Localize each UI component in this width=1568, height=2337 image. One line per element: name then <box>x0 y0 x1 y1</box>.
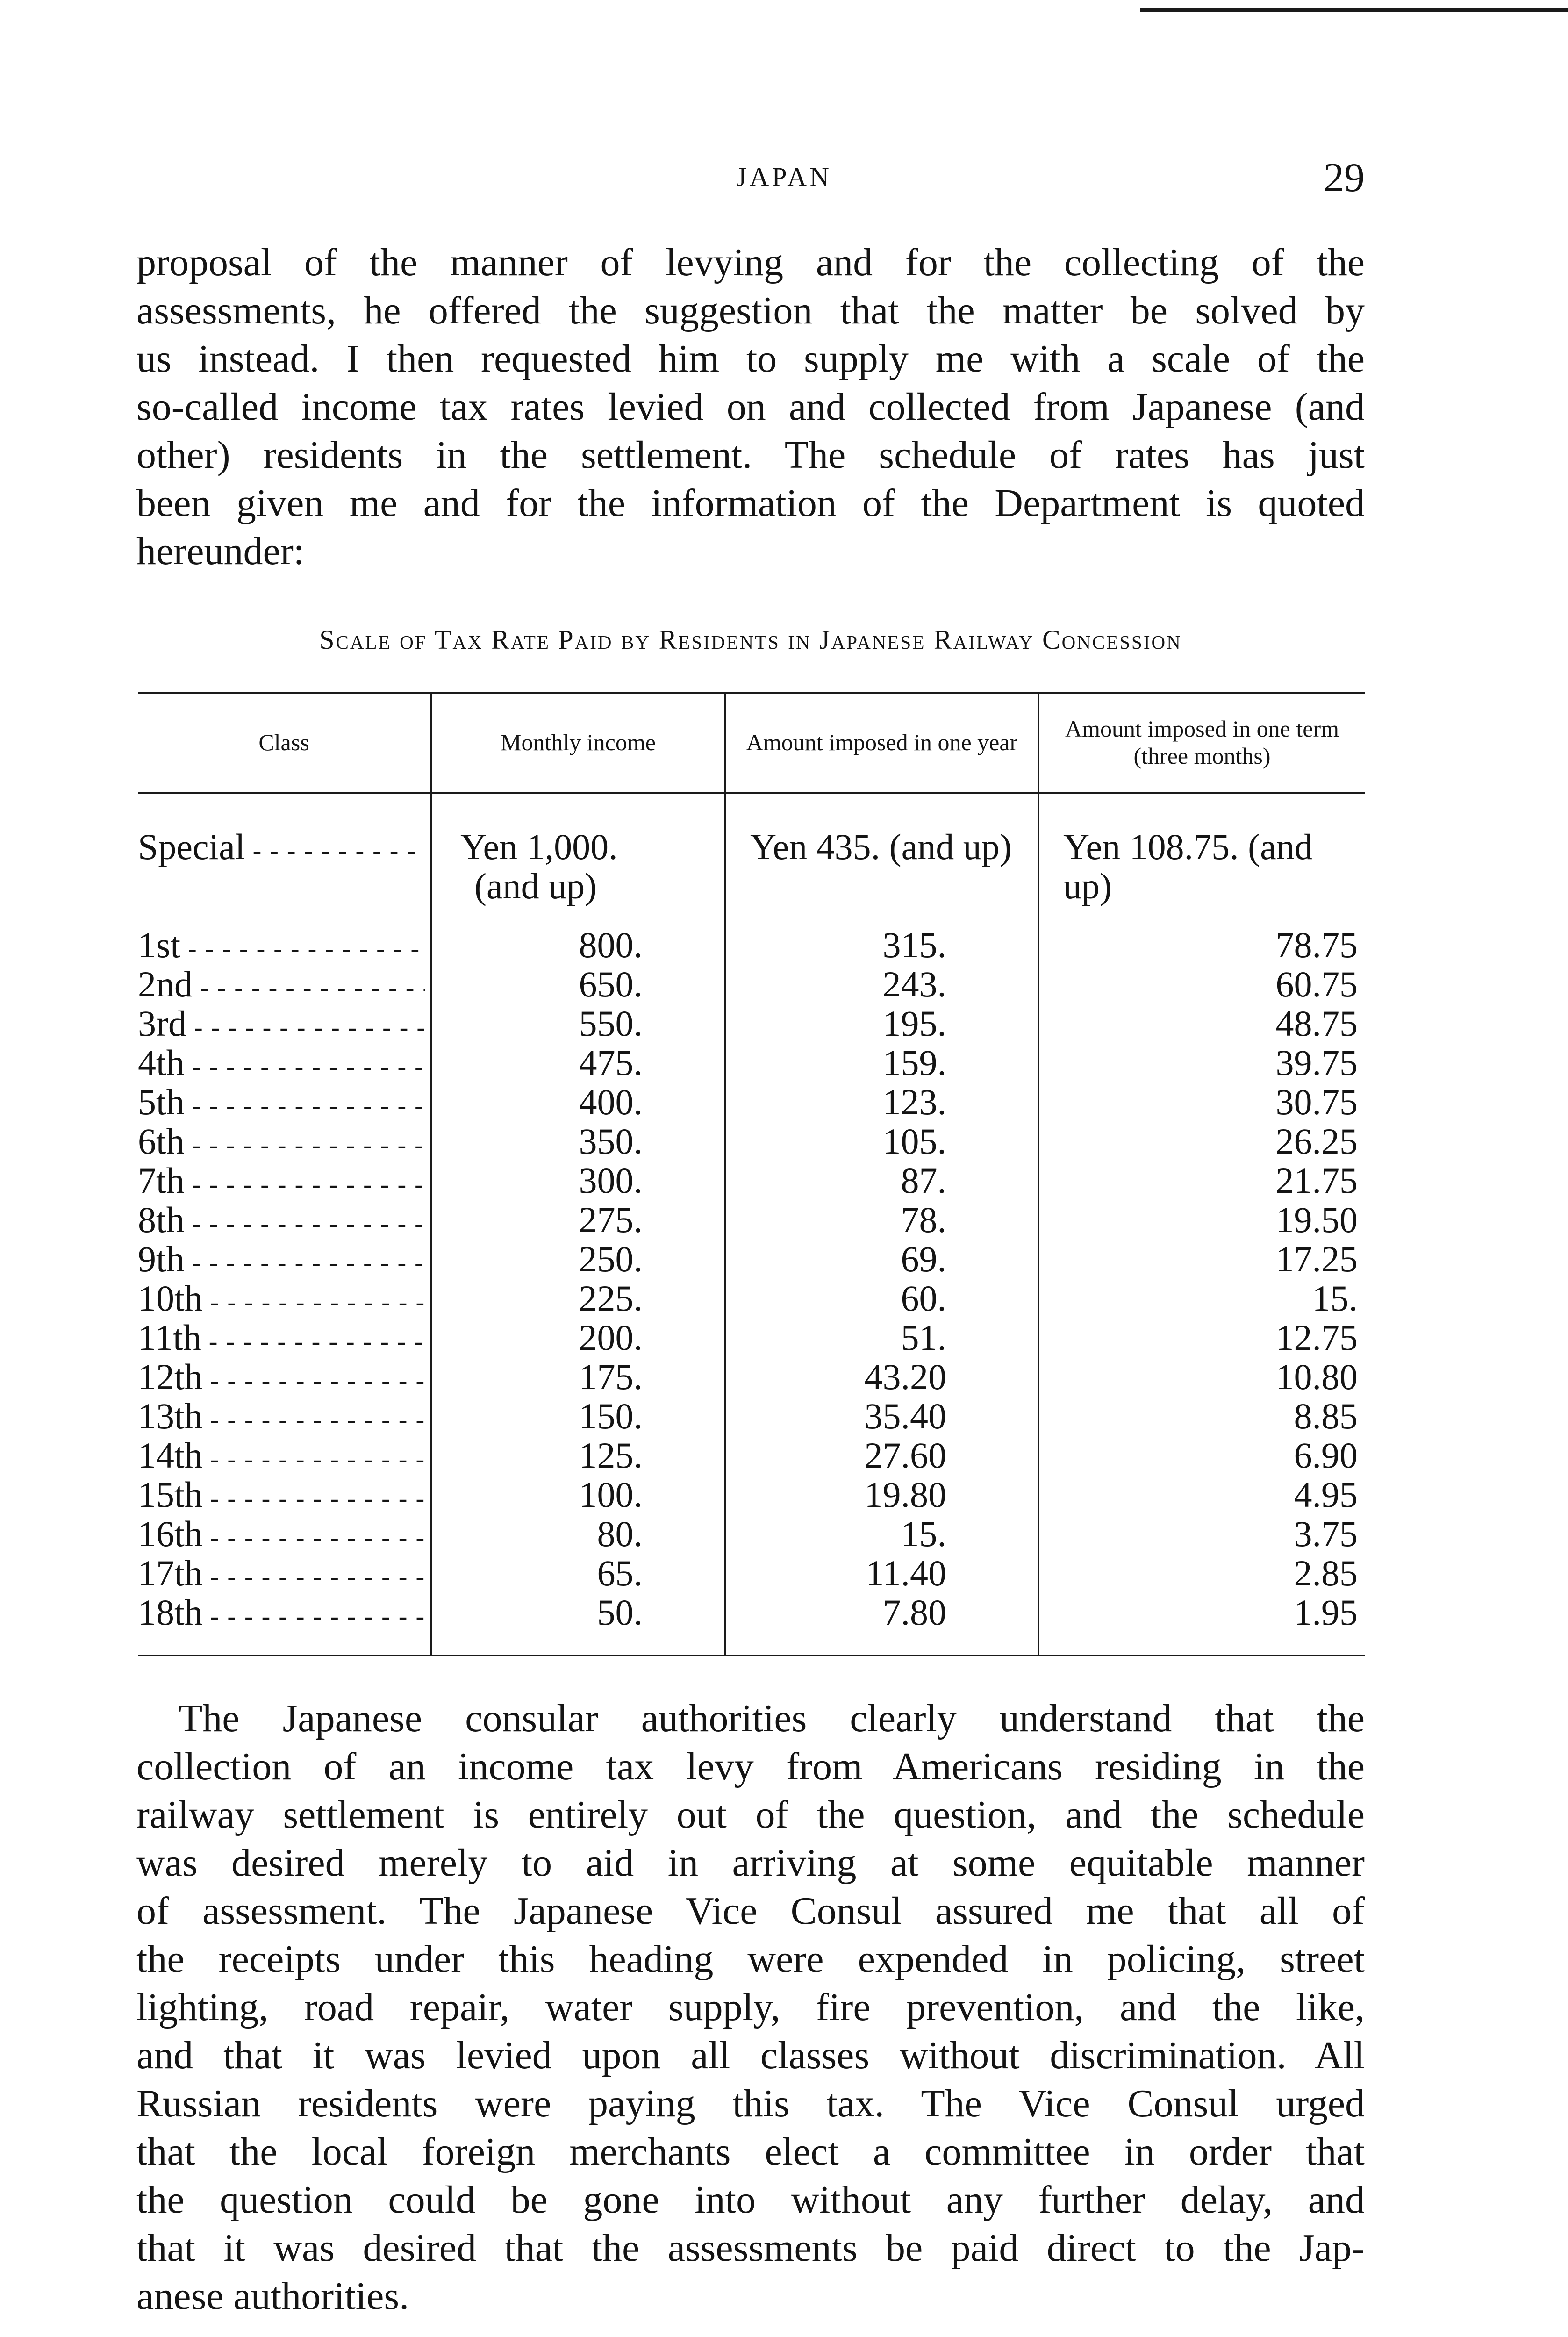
table-row <box>138 1004 1365 1043</box>
monthly-cell: 650. <box>579 964 643 1004</box>
header-class: Class <box>258 729 309 755</box>
table-row <box>138 1514 1365 1554</box>
class-cell: Special - - - <box>138 827 425 870</box>
monthly-cell: 175. <box>579 1356 643 1397</box>
monthly-cell: 150. <box>579 1396 643 1436</box>
top-edge-rule <box>1140 8 1568 12</box>
year-cell: 15. <box>901 1513 946 1554</box>
class-cell: 12th - - - <box>138 1357 425 1400</box>
year-cell: 43.20 <box>864 1356 946 1397</box>
class-cell: 13th - - - <box>138 1397 425 1440</box>
year-cell: 195. <box>882 1003 946 1044</box>
year-cell: 35.40 <box>864 1396 946 1436</box>
monthly-cell: 250. <box>579 1239 643 1279</box>
term-cell: 26.25 <box>1275 1121 1358 1161</box>
year-cell: Yen 435. (and up) <box>750 826 1012 867</box>
monthly-cell: 475. <box>579 1042 643 1083</box>
monthly-cell: 800. <box>579 925 643 965</box>
class-cell: 18th - - - <box>138 1593 425 1636</box>
monthly-cell: 65. <box>597 1553 643 1593</box>
table-row <box>138 1318 1365 1357</box>
term-cell: 8.85 <box>1294 1396 1358 1436</box>
paragraph-2-line: Russian residents were paying this tax. The Vice Consul urged <box>136 2082 1365 2125</box>
term-cell: 15. <box>1312 1278 1358 1319</box>
year-cell: 78. <box>901 1199 946 1240</box>
table-row <box>138 965 1365 1004</box>
term-cell: 1.95 <box>1294 1592 1358 1633</box>
monthly-cell: 200. <box>579 1317 643 1358</box>
table-row <box>138 1554 1365 1593</box>
class-cell: 8th - - - <box>138 1200 425 1243</box>
class-cell: 4th - - - <box>138 1043 425 1086</box>
table-row <box>138 1357 1365 1397</box>
paragraph-2-line: anese authorities. <box>136 2274 409 2318</box>
term-cell: 10.80 <box>1275 1356 1358 1397</box>
class-cell: 17th - - - <box>138 1554 425 1597</box>
paragraph-1-line: proposal of the manner of levying and for the collecting of the <box>136 241 1365 284</box>
paragraph-1-line: hereunder: <box>136 530 305 573</box>
year-cell: 123. <box>882 1082 946 1122</box>
year-cell: 87. <box>901 1160 946 1201</box>
table-row <box>138 1436 1365 1475</box>
class-cell: 5th - - - <box>138 1082 425 1125</box>
class-cell: 16th - - - <box>138 1514 425 1557</box>
table-row <box>138 1593 1365 1632</box>
monthly-cell: 80. <box>597 1513 643 1554</box>
year-cell: 7.80 <box>882 1592 946 1633</box>
table-caption: Scale of Tax Rate Paid by Residents in Japanese Railway Concession <box>319 624 1182 655</box>
paragraph-2-line: railway settlement is entirely out of the question, and the schedule <box>136 1793 1365 1836</box>
header-monthly-income: Monthly income <box>501 729 656 755</box>
paragraph-2-line: was desired merely to aid in arriving at some equitable manner <box>136 1841 1365 1885</box>
paragraph-2-line: of assessment. The Japanese Vice Consul assured me that all of <box>136 1889 1365 1933</box>
term-cell: 39.75 <box>1275 1042 1358 1083</box>
paragraph-1 <box>136 238 1365 575</box>
table-row <box>138 925 1365 965</box>
paragraph-2-line: the receipts under this heading were expended in policing, street <box>136 1937 1365 1981</box>
paragraph-2 <box>136 1694 1365 2320</box>
table-header-rule <box>138 792 1365 794</box>
paragraph-1-line: been given me and for the information of the Department is quoted <box>136 481 1365 525</box>
term-cell: 60.75 <box>1275 964 1358 1004</box>
table-row-special <box>138 826 1365 906</box>
class-cell: 11th - - - <box>138 1318 425 1361</box>
running-title: JAPAN <box>736 162 832 192</box>
class-cell: 14th - - - <box>138 1436 425 1479</box>
table-row <box>138 1279 1365 1318</box>
year-cell: 159. <box>882 1042 946 1083</box>
monthly-cell: 100. <box>579 1474 643 1515</box>
paragraph-1-line: other) residents in the settlement. The schedule of rates has just <box>136 433 1365 477</box>
paragraph-2-line: that the local foreign merchants elect a committee in order that <box>136 2130 1365 2173</box>
year-cell: 60. <box>901 1278 946 1319</box>
table-row <box>138 1240 1365 1279</box>
page-number: 29 <box>1324 155 1365 201</box>
term-cell: 17.25 <box>1275 1239 1358 1279</box>
monthly-cell: 225. <box>579 1278 643 1319</box>
table-row <box>138 1200 1365 1240</box>
class-cell: 1st - - - <box>138 925 425 968</box>
class-cell: 10th - - - <box>138 1279 425 1322</box>
term-cell: 19.50 <box>1275 1199 1358 1240</box>
class-cell: 6th - - - <box>138 1122 425 1165</box>
year-cell: 11.40 <box>866 1553 946 1593</box>
paragraph-2-line: The Japanese consular authorities clearly understand that the <box>179 1697 1365 1740</box>
paragraph-1-line: assessments, he offered the suggestion that the matter be solved by <box>136 289 1365 332</box>
year-cell: 27.60 <box>864 1435 946 1476</box>
paragraph-2-line: collection of an income tax levy from Americans residing in the <box>136 1745 1365 1788</box>
monthly-cell: 400. <box>579 1082 643 1122</box>
class-cell: 2nd - - - <box>138 965 425 1008</box>
term-cell: 78.75 <box>1275 925 1358 965</box>
paragraph-2-line: and that it was levied upon all classes without discrimination. All <box>136 2034 1365 2077</box>
term-cell: 4.95 <box>1294 1474 1358 1515</box>
monthly-cell: 350. <box>579 1121 643 1161</box>
monthly-cell: 300. <box>579 1160 643 1201</box>
tax-rate-table <box>138 692 1365 1659</box>
monthly-cell: 550. <box>579 1003 643 1044</box>
term-cell: 12.75 <box>1275 1317 1358 1358</box>
year-cell: 105. <box>882 1121 946 1161</box>
class-cell: 3rd - - - <box>138 1004 425 1047</box>
monthly-cell: 50. <box>597 1592 643 1633</box>
table-row <box>138 1397 1365 1436</box>
year-cell: 243. <box>882 964 946 1004</box>
monthly-cell-cont: (and up) <box>474 866 597 906</box>
header-amount-term: Amount imposed in one term (three months) <box>1065 715 1339 769</box>
term-cell: 6.90 <box>1294 1435 1358 1476</box>
table-row <box>138 1475 1365 1514</box>
term-cell: 3.75 <box>1294 1513 1358 1554</box>
class-cell: 7th - - - <box>138 1161 425 1204</box>
monthly-cell: 275. <box>579 1199 643 1240</box>
year-cell: 19.80 <box>864 1474 946 1515</box>
class-cell: 9th - - - <box>138 1240 425 1283</box>
term-cell: 48.75 <box>1275 1003 1358 1044</box>
monthly-cell: Yen 1,000. <box>460 826 618 867</box>
table-bottom-rule <box>138 1655 1365 1656</box>
term-cell: 2.85 <box>1294 1553 1358 1593</box>
paragraph-2-line: that it was desired that the assessments be paid direct to the Jap- <box>136 2226 1365 2270</box>
table-row <box>138 1161 1365 1200</box>
table-row <box>138 1043 1365 1082</box>
monthly-cell: 125. <box>579 1435 643 1476</box>
paragraph-2-line: the question could be gone into without any further delay, and <box>136 2178 1365 2222</box>
paragraph-2-line: lighting, road repair, water supply, fire prevention, and the like, <box>136 1986 1365 2029</box>
table-row <box>138 1082 1365 1122</box>
term-cell: Yen 108.75. (and up) <box>1063 826 1313 906</box>
paragraph-1-line: us instead. I then requested him to supply me with a scale of the <box>136 337 1365 380</box>
term-cell: 30.75 <box>1275 1082 1358 1122</box>
term-cell: 21.75 <box>1275 1160 1358 1201</box>
year-cell: 51. <box>901 1317 946 1358</box>
year-cell: 315. <box>882 925 946 965</box>
header-amount-year: Amount imposed in one year <box>746 729 1018 755</box>
paragraph-1-line: so-called income tax rates levied on and collected from Japanese (and <box>136 385 1365 429</box>
year-cell: 69. <box>901 1239 946 1279</box>
table-row <box>138 1122 1365 1161</box>
class-cell: 15th - - - <box>138 1475 425 1518</box>
